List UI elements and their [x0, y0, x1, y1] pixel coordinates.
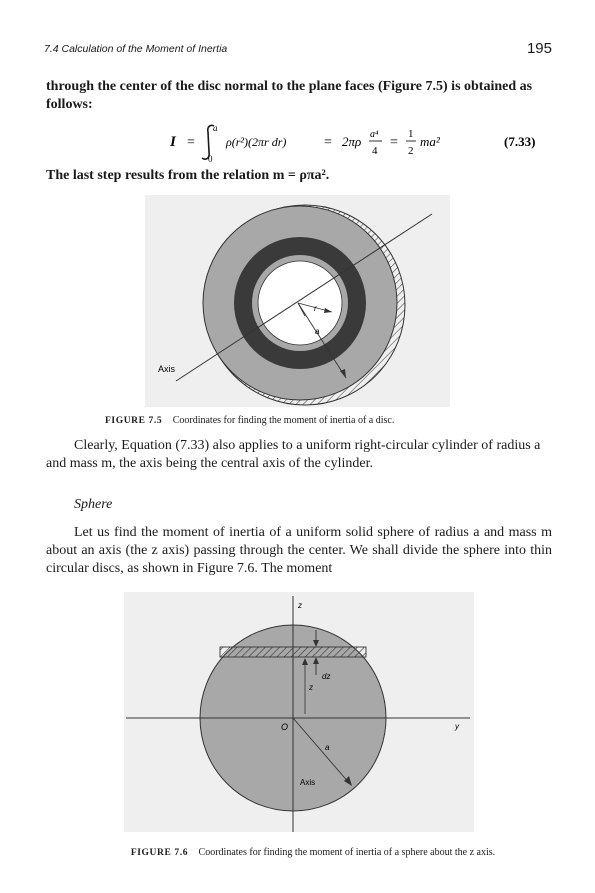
label-origin: O: [281, 722, 289, 732]
label-axis-1: Axis: [158, 364, 176, 374]
eq-int-upper: a: [213, 123, 218, 133]
eq-half-den: 2: [408, 145, 414, 157]
label-a: a: [315, 327, 320, 336]
paragraph-1: through the center of the disc normal to the plane faces (Figure 7.5) is obtained as follows:: [46, 79, 533, 112]
label-a-sphere: a: [325, 743, 330, 752]
label-z-axis: z: [298, 601, 302, 610]
eq-int-lower: 0: [208, 154, 213, 164]
eq-equals-3: =: [390, 135, 398, 150]
paragraph-3: Clearly, Equation (7.33) also applies to a uniform right-circular cylinder of radius a and mass m, the axis being the central axis of the cylinder.: [46, 438, 541, 471]
eq-lhs: I: [170, 134, 176, 150]
label-y-axis: y: [455, 722, 459, 731]
eq-half-num: 1: [408, 128, 414, 140]
section-title: 7.4 Calculation of the Moment of Inertia: [44, 43, 228, 55]
label-r: r: [314, 304, 317, 313]
section-heading-sphere: Sphere: [74, 497, 113, 512]
caption-label-7-5: FIGURE 7.5: [105, 416, 163, 426]
label-z: z: [309, 683, 313, 692]
caption-text-7-6: Coordinates for finding the moment of inertia of a sphere about the z axis.: [198, 847, 496, 858]
eq-result: ma²: [420, 134, 440, 149]
page-number: 195: [526, 40, 552, 57]
paragraph-4: Let us find the moment of inertia of a uniform solid sphere of radius a and mass m about an axis (the z axis) passing through the center. We shall divide the sphere into thin circular discs, as shown in Figure 7.6. The moment: [46, 525, 552, 576]
eq-integrand: ρ(r²)(2πr dr): [226, 135, 287, 149]
label-axis-2: Axis: [300, 778, 316, 787]
eq-number: (7.33): [504, 134, 536, 149]
figure-7-6-caption: [78, 846, 548, 860]
eq-frac-num: a⁴: [370, 129, 379, 140]
eq-equals-1: =: [187, 135, 195, 150]
eq-frac-den: 4: [372, 145, 378, 157]
eq-term2-pre: 2πρ: [342, 134, 362, 149]
paragraph-2: The last step results from the relation m = ρπa².: [46, 168, 330, 183]
caption-label-7-6: FIGURE 7.6: [130, 848, 189, 858]
caption-text-7-5: Coordinates for finding the moment of inertia of a disc.: [172, 415, 395, 426]
eq-equals-2: =: [324, 135, 332, 150]
label-dz: dz: [322, 672, 331, 681]
